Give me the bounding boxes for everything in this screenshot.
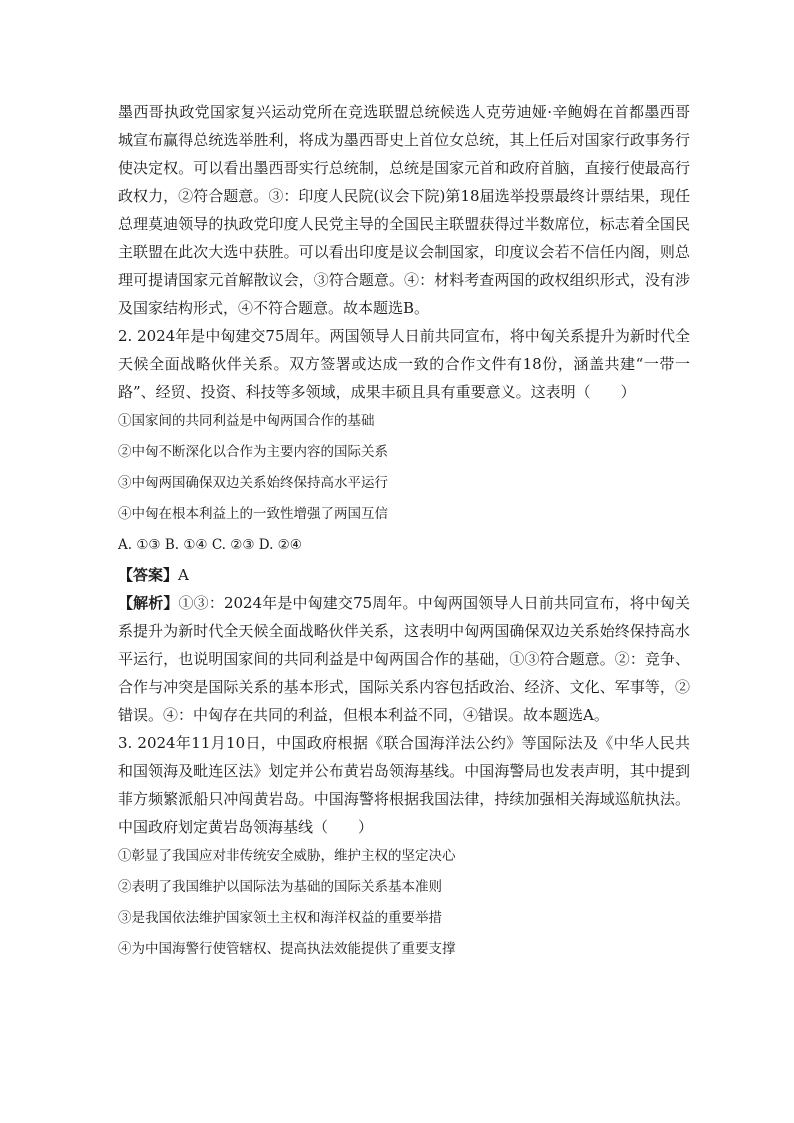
document-page: [118, 98, 690, 965]
answer-label: 【答案】: [118, 566, 179, 584]
question-2-option: ①国家间的共同利益是中匈两国合作的基础: [118, 413, 375, 429]
answer-value: A: [178, 566, 189, 584]
previous-analysis-continuation: 墨西哥执政党国家复兴运动党所在竞选联盟总统候选人克劳迪娅·辛鲍姆在首都墨西哥城宣布赢得总统选举胜利，将成为墨西哥史上首位女总统，其上任后对国家行政事务行使决定权。可以看出墨西哥实行总统制，总统是国家元首和政府首脑，直接行使最高行政权力，②符合题意。③：印度人民院(议会下院)第18届选举投票最终计票结果，现任总理莫迪领导的执政党印度人民党主导的全国民主联盟获得过半数席位，标志着全国民主联盟在此次大选中获胜。可以看出印度是议会制国家，印度议会若不信任内阁，则总理可提请国家元首解散议会，③符合题意。④：材料考查两国的政权组织形式，没有涉及国家结构形式，④不符合题意。故本题选B。: [118, 103, 690, 317]
question-3-stem: 3. 2024年11月10日，中国政府根据《联合国海洋法公约》等国际法及《中华人民共和国领海及毗连区法》划定并公布黄岩岛领海基线。中国海警局也发表声明，其中提到菲方频繁派船只冲闯黄岩岛。中国海警将根据我国法律，持续加强相关海域巡航执法。中国政府划定黄岩岛领海基线（ ）: [118, 734, 690, 836]
question-2-option: ③中匈两国确保双边关系始终保持高水平运行: [118, 475, 388, 491]
question-2-answer: [118, 561, 690, 589]
question-3-option: ②表明了我国维护以国际法为基础的国际关系基本准则: [118, 879, 442, 895]
question-3-option: ③是我国依法维护国家领土主权和海洋权益的重要举措: [118, 910, 442, 926]
question-3-options: [118, 841, 690, 965]
question-3-option: ④为中国海警行使管辖权、提高执法效能提供了重要支撑: [118, 941, 456, 957]
question-2-option: ②中匈不断深化以合作为主要内容的国际关系: [118, 444, 388, 460]
question-2-option: ④中匈在根本利益上的一致性增强了两国互信: [118, 506, 388, 522]
analysis-text: ①③：2024年是中匈建交75周年。中匈两国领导人日前共同宣布，将中匈关系提升为新时代全天候全面战略伙伴关系，这表明中匈两国确保双边关系始终保持高水平运行，也说明国家间的共同利益是中匈两国合作的基础，①③符合题意。②：竞争、合作与冲突是国际关系的基本形式，国际关系内容包括政治、经济、文化、军事等，②错误。④：中匈存在共同的利益，但根本利益不同，④错误。故本题选A。: [118, 594, 690, 724]
question-2-analysis: [118, 589, 690, 729]
question-2-stem: 2. 2024年是中匈建交75周年。两国领导人日前共同宣布，将中匈关系提升为新时代全天候全面战略伙伴关系。双方签署或达成一致的合作文件有18份，涵盖共建“一带一路”、经贸、投资、科技等多领域，成果丰硕且具有重要意义。这表明（ ）: [118, 327, 690, 401]
question-2-options: [118, 406, 690, 530]
question-2-choices: A. ①③ B. ①④ C. ②③ D. ②④: [118, 537, 302, 553]
question-3-option: ①彰显了我国应对非传统安全威胁，维护主权的坚定决心: [118, 848, 456, 864]
analysis-label: 【解析】: [118, 594, 179, 612]
